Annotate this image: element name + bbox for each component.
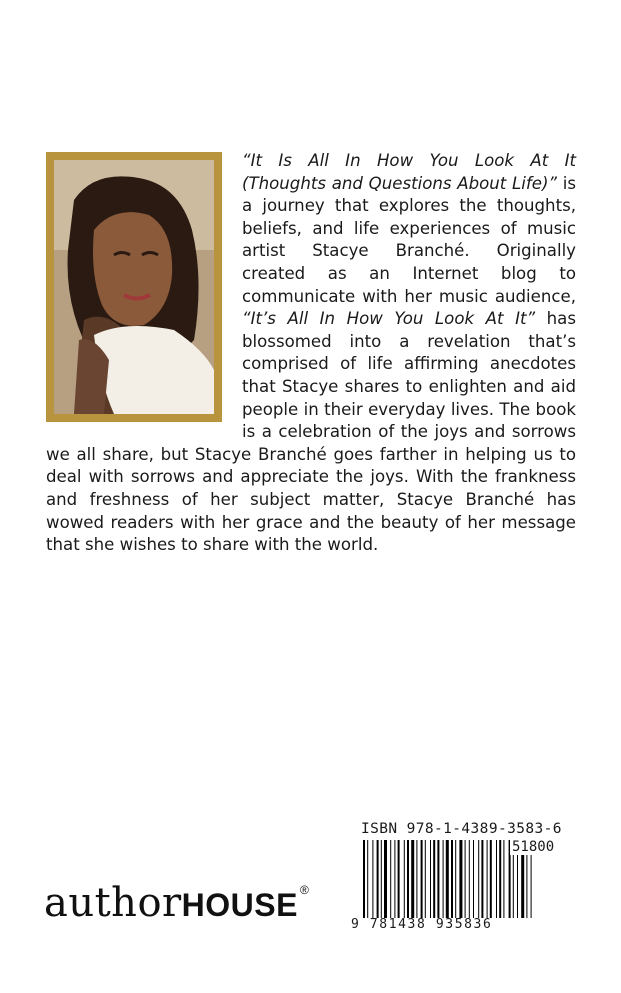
book-title: “It Is All In How You Look At It (Thoughts and Questions About Life)” xyxy=(242,151,576,193)
publisher-logo xyxy=(44,880,309,926)
isbn-label: ISBN 978-1-4389-3583-6 xyxy=(361,821,562,837)
price-code: 51800 xyxy=(512,839,555,855)
description-part-1: is a journey that explores the thoughts, beliefs, and life experiences of music artist Stacye Branché. Originally created as an Internet blog to communicate with her music audience, xyxy=(242,173,576,306)
description-part-2: has blossomed into a revelation that’s comprised of life affirming anecdotes that Stacye shares to enlighten and aid people in their everyday lives. The book is a celebration of the joys and sorrows we all share, but Stacye Branché goes farther in helping us to deal with sorrows and appreciate the joys. With the frankness and freshness of her subject matter, Stacye Branché has wowed readers with her grace and the beauty of her message that she wishes to share with the world. xyxy=(46,309,576,555)
publisher-logo-upper: HOUSE xyxy=(181,887,298,923)
registered-mark-icon: ® xyxy=(299,883,309,897)
book-description xyxy=(46,150,576,557)
barcode-digits: 9 781438 935836 xyxy=(351,917,493,932)
publisher-logo-lower: author xyxy=(44,880,182,926)
book-title-short: “It’s All In How You Look At It” xyxy=(242,309,536,329)
